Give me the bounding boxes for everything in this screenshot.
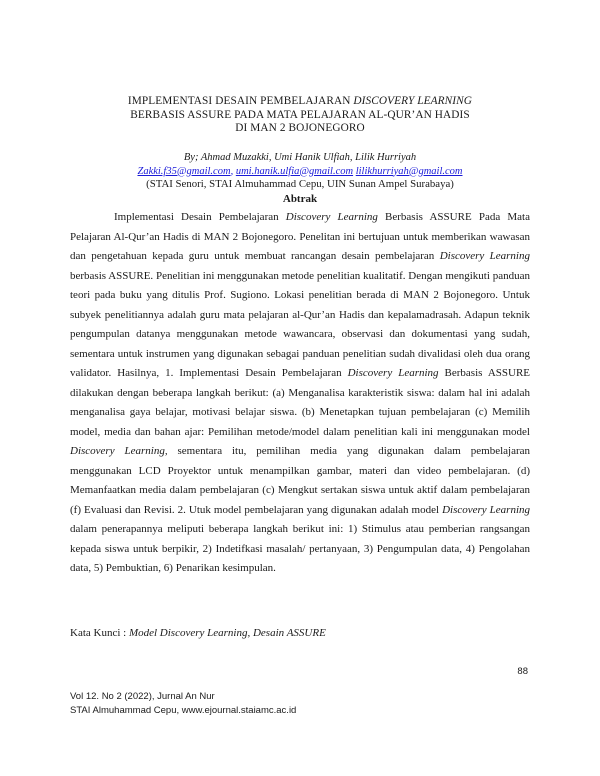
title-italic-term: DISCOVERY LEARNING	[353, 95, 473, 107]
abstract-body: Implementasi Desain Pembelajaran Discovery Learning Berbasis ASSURE Pada Mata Pelajaran Al-Qur’an Hadis di MAN 2 Bojonegoro. Penelitan ini bertujuan untuk memberikan wawasan dan pengetahuan kepada guru untuk membuat rancangan desain pembelajaran Discovery Learning berbasis ASSURE. Penelitian ini menggunakan metode penelitian kualitatif. Dengan mengikuti panduan teori pada buku yang ditulis Prof. Sugiono. Lokasi penelitian berada di MAN 2 Bojonegoro. Untuk subyek penelitiannya adalah guru mata pelajaran al-Qur’an Hadis dan kepalamadrasah. Adapun teknik pengumpulan datanya menggunakan metode wawancara, observasi dan dokumentasi yang sudah, sementara untuk instrumen yang digunakan sebagai panduan penelitian sudah divalidasi oleh dua orang validator. Hasilnya, 1. Implementasi Desain Pembelajaran Discovery Learning Berbasis ASSURE dilakukan dengan beberapa langkah berikut: (a) Menganalisa karakteristik siswa: dalam hal ini adalah menganalisa gaya belajar, motivasi belajar siswa. (b) Menetapkan tujuan pembelajaran (c) Memilih model, media dan bahan ajar: Pemilihan metode/model dalam penelitian kali ini menggunakan model Discovery Learning, sementara itu, pemilihan media yang digunakan dalam pembelajaran menggunakan LCD Proyektor untuk menampilkan gambar, materi dan video pembelajaran. (d) Memanfaatkan media dalam pembelajaran (c) Mengkut sertakan siswa untuk aktif dalam pembelajaran (f) Evaluasi dan Revisi. 2. Utuk model pembelajaran yang digunakan adalah model Discovery Learning dalam penerapannya meliputi beberapa langkah berikut ini: 1) Stimulus atau pemberian rangsangan kepada siswa untuk berpikir, 2) Indetifkasi masalah/ pertanyaan, 3) Pengumpulan data, 4) Pengolahan data, 5) Pembuktian, 6) Penarikan kesimpulan.	[70, 211, 530, 574]
keywords-label: Kata Kunci :	[70, 627, 129, 639]
paper-title	[60, 95, 540, 136]
author-affiliation: (STAI Senori, STAI Almuhammad Cepu, UIN Sunan Ampel Surabaya)	[146, 178, 454, 190]
page-footer	[70, 690, 296, 718]
title-line-3: DI MAN 2 BOJONEGORO	[235, 122, 365, 135]
page-number: 88	[517, 666, 528, 677]
keywords	[70, 627, 326, 639]
keywords-value: Model Discovery Learning, Desain ASSURE	[128, 627, 326, 639]
author-emails: Zakki.f35@gmail.com, umi.hanik.ulfia@gmail.com lilikhurriyah@gmail.com	[137, 165, 463, 177]
email-link-3[interactable]: lilikhurriyah@gmail.com	[355, 165, 463, 177]
footer-journal: Vol 12. No 2 (2022), Jurnal An Nur	[70, 691, 215, 702]
author-byline: By; Ahmad Muzakki, Umi Hanik Ulfiah, Lilik Hurriyah	[183, 152, 417, 163]
author-block	[60, 151, 540, 192]
title-line-1: IMPLEMENTASI DESAIN PEMBELAJARAN DISCOVERY LEARNING	[127, 95, 473, 107]
email-link-1[interactable]: Zakki.f35@gmail.com	[137, 165, 231, 177]
abstract-heading: Abtrak	[282, 193, 318, 205]
title-line-2: BERBASIS ASSURE PADA MATA PELAJARAN AL-QUR’AN HADIS	[130, 108, 470, 121]
footer-publisher: STAI Almuhammad Cepu, www.ejournal.staiamc.ac.id	[70, 705, 297, 716]
email-link-2[interactable]: umi.hanik.ulfia@gmail.com	[235, 165, 354, 177]
